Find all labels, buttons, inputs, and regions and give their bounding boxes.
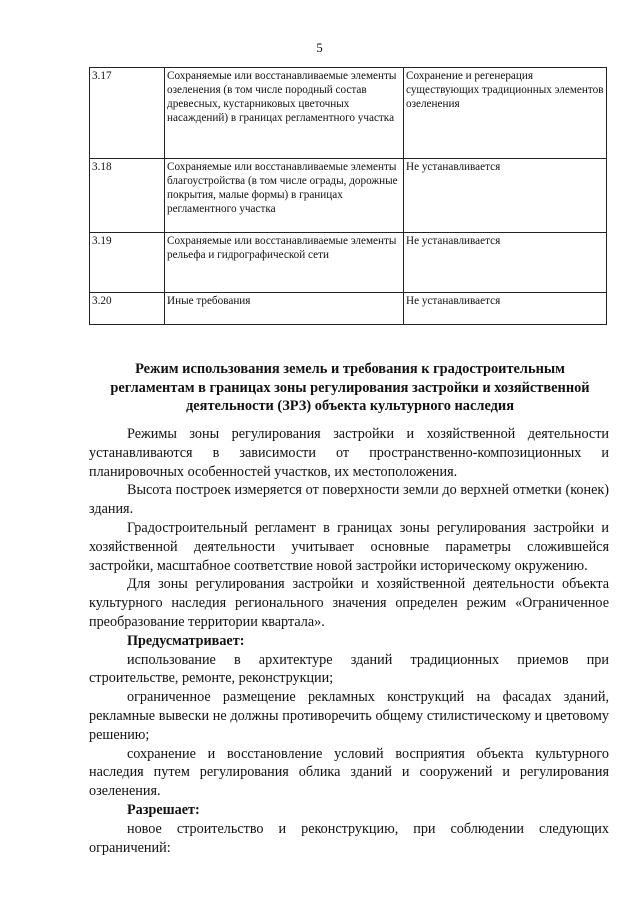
page-number: 5 [316,40,323,55]
allows-label: Разрешает: [127,801,200,818]
row-number: 3.19 [90,233,165,293]
section-heading: Режим использования земель и требования к градостроительным регламентам в границах зоны регулирования застройки и хозяйственной деятельности (ЗРЗ) объекта культурного наследия [110,361,590,414]
list-item: использование в архитектуре зданий традиционных приемов при строительстве, ремонте, реконструкции; [89,651,609,687]
body-text [89,425,609,857]
table-row [90,68,607,159]
table-row [90,233,607,293]
table-row [90,293,607,325]
row-description: Иные требования [165,293,404,325]
row-description: Сохраняемые или восстанавливаемые элементы озеленения (в том числе породный состав древесных, кустарниковых цветочных насаждений) в границах регламентного участка [165,68,404,159]
paragraph: Градостроительный регламент в границах зоны регулирования застройки и хозяйственной деятельности учитывает основные параметры сложившейся застройки, масштабное соответствие новой застройки историческому окружению. [89,519,609,574]
paragraph: Высота построек измеряется от поверхности земли до верхней отметки (конек) здания. [89,482,609,518]
row-number: 3.17 [90,68,165,159]
list-item: сохранение и восстановление условий восприятия объекта культурного наследия путем регулирования облика зданий и сооружений и регулирования озеленения. [89,745,609,800]
row-requirement: Не устанавливается [404,293,607,325]
row-requirement: Не устанавливается [404,233,607,293]
requirements-table [89,67,607,325]
row-description: Сохраняемые или восстанавливаемые элементы рельефа и гидрографической сети [165,233,404,293]
list-item: ограниченное размещение рекламных конструкций на фасадах зданий, рекламные вывески не должны противоречить общему стилистическому и цветовому решению; [89,689,609,743]
row-requirement: Сохранение и регенерация существующих традиционных элементов озеленения [404,68,607,159]
row-description: Сохраняемые или восстанавливаемые элементы благоустройства (в том числе ограды, дорожные покрытия, малые формы) в границах регламентного участка [165,159,404,233]
row-number: 3.18 [90,159,165,233]
paragraph: Для зоны регулирования застройки и хозяйственной деятельности объекта культурного наследия регионального значения определен режим «Ограниченное преобразование территории квартала». [89,576,609,630]
row-number: 3.20 [90,293,165,325]
table-row [90,159,607,233]
row-requirement: Не устанавливается [404,159,607,233]
paragraph: Режимы зоны регулирования застройки и хозяйственной деятельности устанавливаются в зависимости от пространственно-композиционных и планировочных особенностей участков, их местоположения. [89,426,609,480]
provides-label: Предусматривает: [127,632,245,649]
list-item: новое строительство и реконструкцию, при соблюдении следующих ограничений: [89,820,609,856]
